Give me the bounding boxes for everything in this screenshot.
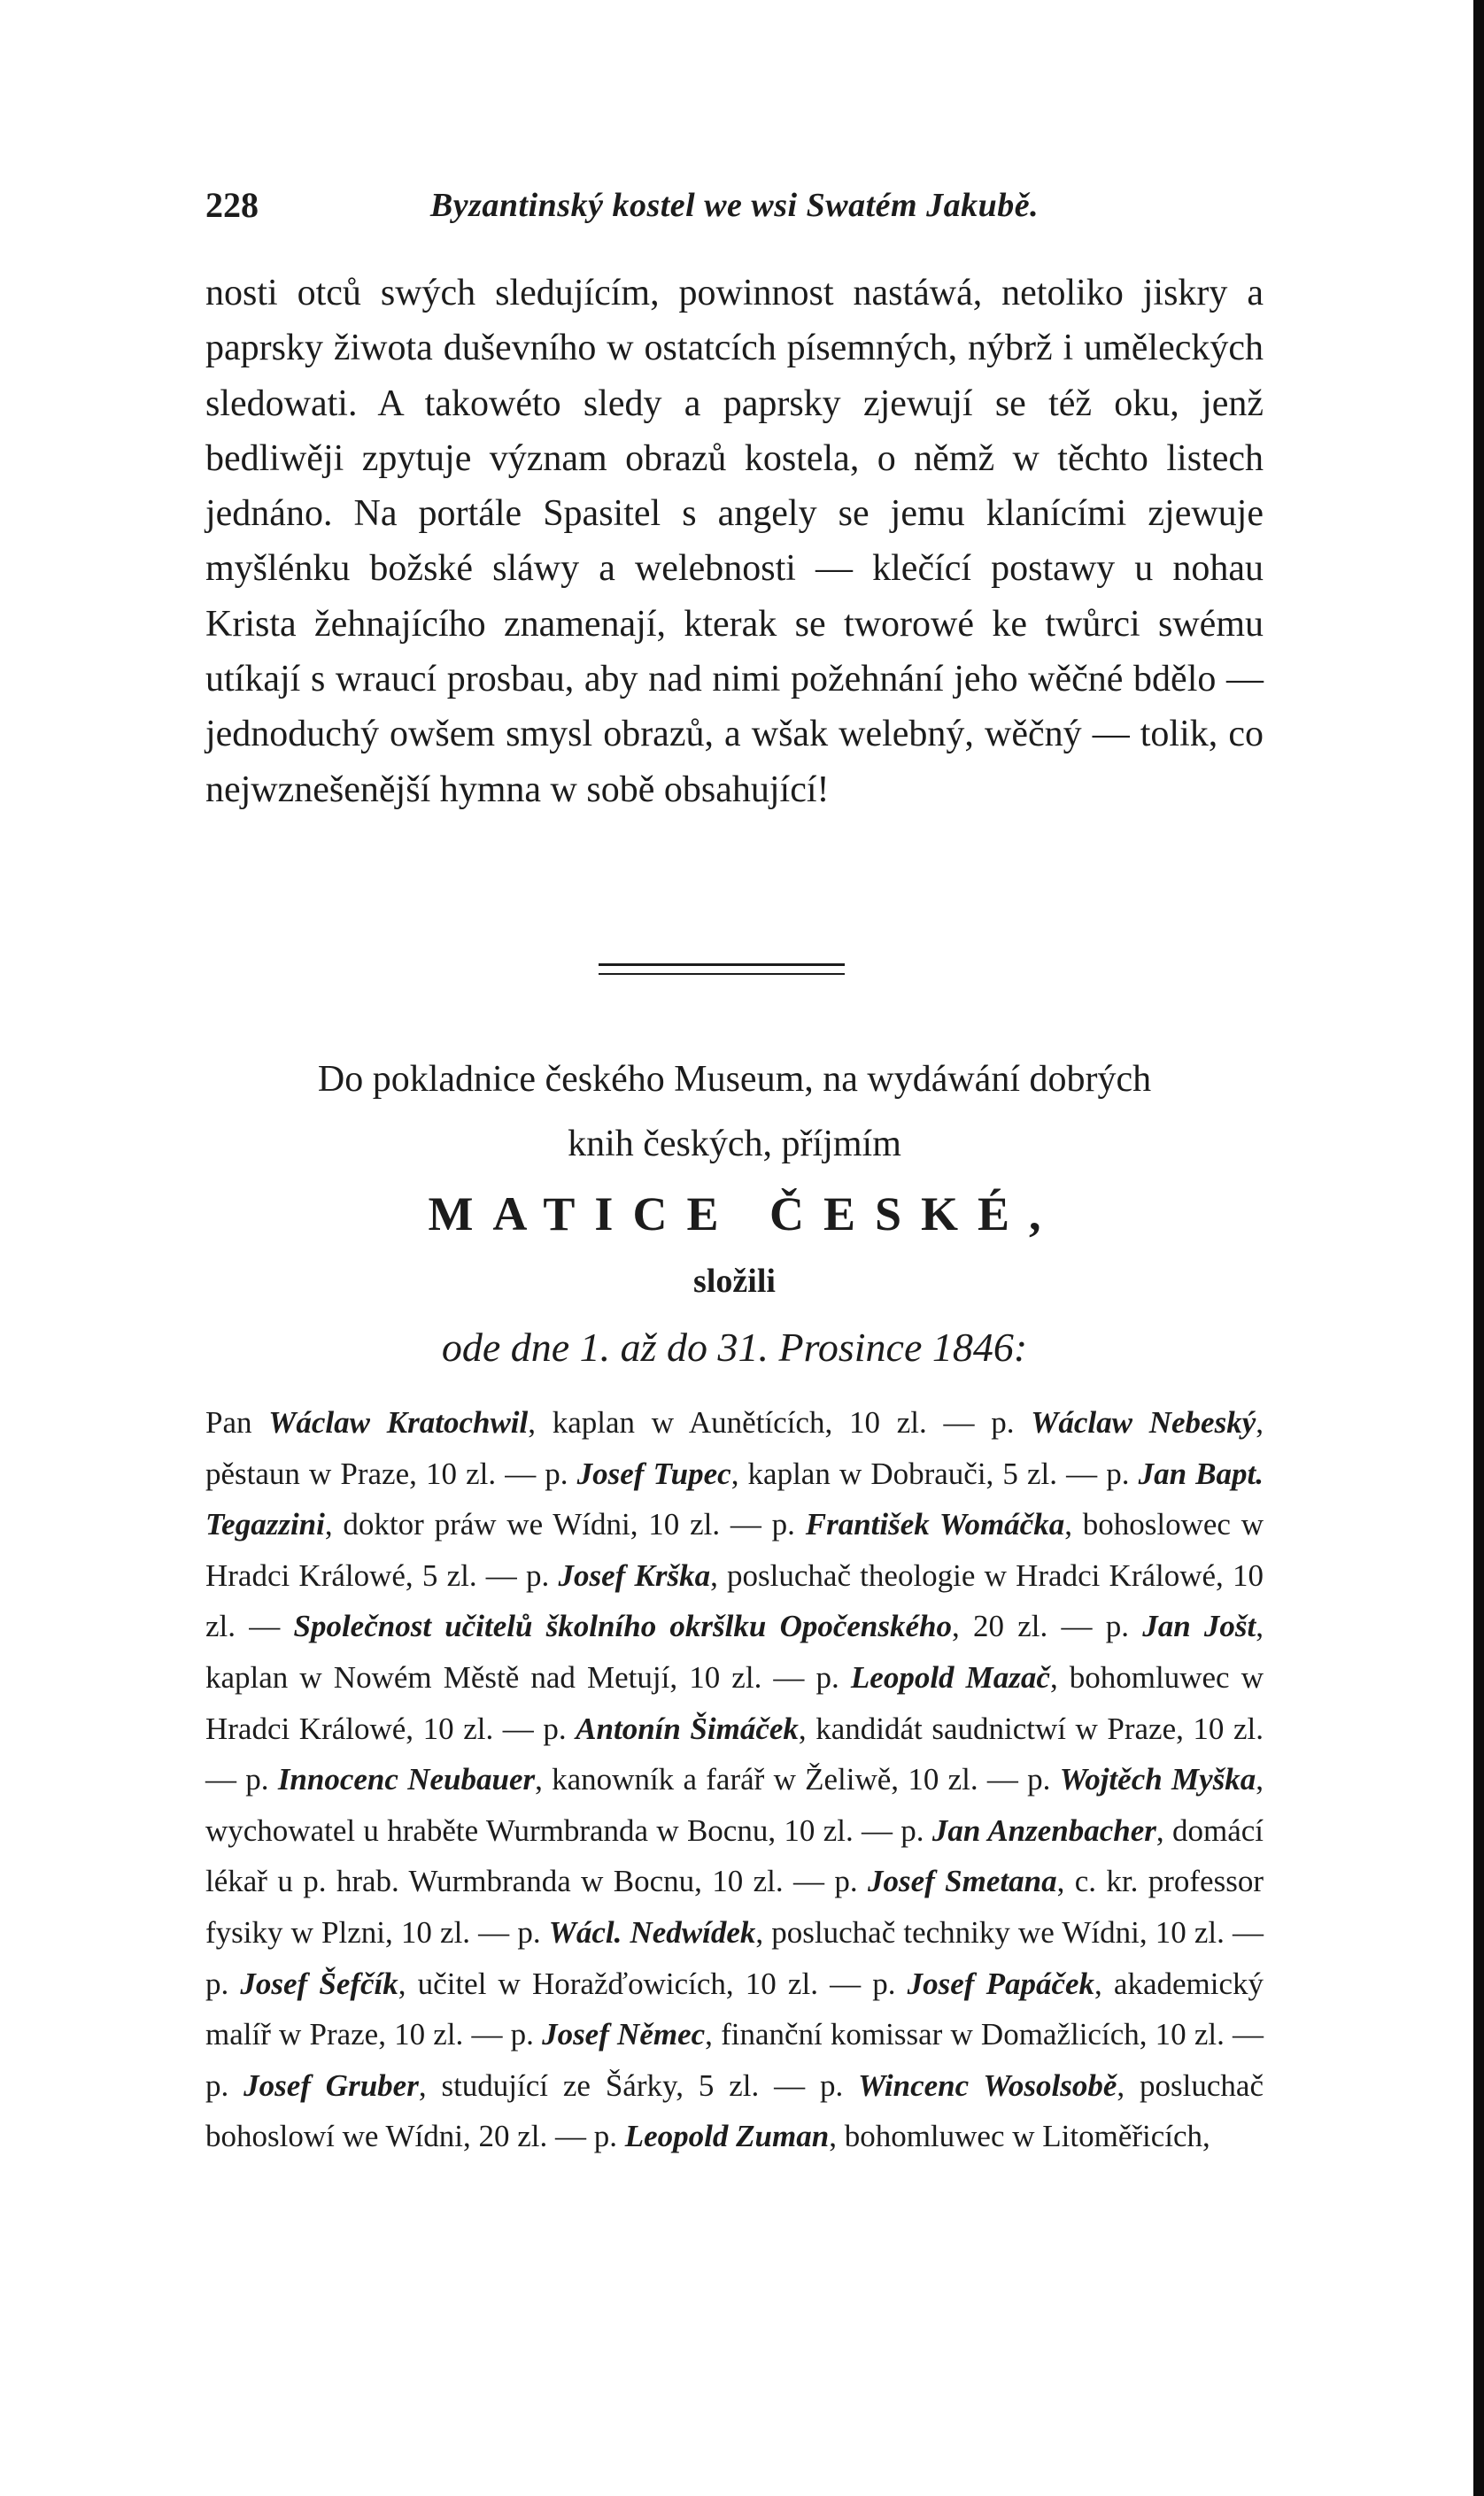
donor-name: Josef Tupec: [576, 1456, 731, 1491]
donation-prefix: Pan: [205, 1405, 269, 1440]
donor-name: Společnost učitelů školního okršlku Opočenského: [293, 1609, 953, 1644]
donation-detail: , doktor práw we Wídni, 10 zl. — p.: [324, 1507, 806, 1542]
donation-detail: , bohoslowec w Hradci Králowé, 5 zl. — p.: [205, 1507, 1264, 1593]
donation-list: [205, 1397, 1264, 2162]
donor-name: Josef Šefčík: [240, 1966, 398, 2001]
donation-detail: , učitel w Horažďowicích, 10 zl. — p.: [398, 1966, 908, 2001]
donor-name: Leopold Mazač: [850, 1659, 1050, 1695]
donation-detail: , posluchač bohoslowí we Wídni, 20 zl. — p.: [205, 2067, 1264, 2154]
donation-detail: , kanowník a farář w Želiwě, 10 zl. — p.: [535, 1762, 1060, 1797]
donor-name: Josef Smetana: [868, 1864, 1057, 1899]
donor-name: Leopold Zuman: [624, 2119, 830, 2154]
donor-name: Josef Gruber: [243, 2067, 419, 2103]
donation-detail: , akademický malíř w Praze, 10 zl. — p.: [205, 1966, 1264, 2052]
donation-detail: , 20 zl. — p.: [952, 1609, 1143, 1644]
donation-detail: , bohomluwec w Hradci Králowé, 10 zl. — p.: [205, 1659, 1264, 1746]
donation-detail: , wychowatel u hraběte Wurmbranda w Bocnu, 10 zl. — p.: [205, 1762, 1264, 1848]
donation-detail: , kaplan w Aunětících, 10 zl. — p.: [528, 1405, 1032, 1440]
donation-detail: , finanční komissar w Domažlicích, 10 zl. — p.: [205, 2017, 1264, 2103]
donation-detail: , kaplan w Dobrauči, 5 zl. — p.: [730, 1456, 1139, 1491]
donor-name: Josef Papáček: [907, 1966, 1095, 2001]
notice-line-4: složili: [693, 1263, 776, 1300]
donation-detail: , studující ze Šárky, 5 zl. — p.: [418, 2067, 859, 2103]
donation-detail: , domácí lékař u p. hrab. Wurmbranda w Bocnu, 10 zl. — p.: [205, 1812, 1264, 1899]
donor-name: Jan Anzenbacher: [931, 1812, 1156, 1848]
section-separator: [599, 963, 845, 975]
donor-name: Josef Němec: [542, 2017, 706, 2052]
donor-name: Antonín Šimáček: [576, 1711, 799, 1746]
donation-detail: , pěstaun w Praze, 10 zl. — p.: [205, 1405, 1264, 1491]
donation-detail: , kaplan w Nowém Městě nad Metují, 10 zl. — p.: [205, 1609, 1264, 1695]
notice-date-line: ode dne 1. až do 31. Prosince 1846:: [441, 1325, 1028, 1370]
donation-detail: , kandidát saudnictwí w Praze, 10 zl. — p.: [205, 1711, 1264, 1797]
notice-line-1: Do pokladnice českého Museum, na wydáwání dobrých: [317, 1059, 1152, 1100]
donor-name: Innocenc Neubauer: [277, 1762, 536, 1797]
donor-name: Wincenc Wosolsobě: [858, 2067, 1117, 2103]
donor-name: Wáclaw Kratochwil: [268, 1405, 529, 1440]
donor-name: Jan Jošt: [1142, 1609, 1256, 1644]
donation-detail: , bohomluwec w Litoměřicích,: [829, 2119, 1210, 2154]
page-header: [205, 184, 1264, 237]
donation-detail: , posluchač techniky we Wídni, 10 zl. — p.: [205, 1914, 1264, 2001]
page-number: 228: [205, 185, 259, 225]
donation-detail: , posluchač theologie w Hradci Králowé, 10 zl. —: [205, 1557, 1264, 1644]
donation-detail: , c. kr. professor fysiky w Plzni, 10 zl. — p.: [205, 1864, 1264, 1950]
scan-edge-band: [1473, 0, 1484, 2496]
donor-name: Wojtěch Myška: [1059, 1762, 1256, 1797]
donor-name: Wácl. Nedwídek: [548, 1914, 756, 1950]
donor-name: František Womáčka: [805, 1507, 1065, 1542]
notice-heading-matice: MATICE ČESKÉ,: [428, 1187, 1061, 1240]
donor-name: Jan Bapt. Tegazzini: [205, 1456, 1264, 1542]
donor-name: Wáclaw Nebeský: [1031, 1405, 1256, 1440]
notice-line-2: knih českých, příjmím: [568, 1124, 901, 1164]
running-title: Byzantinský kostel we wsi Swatém Jakubě.: [429, 187, 1040, 224]
body-paragraph: nosti otců swých sledujícím, powinnost nastáwá, netoliko jiskry a paprsky žiwota duševního w ostatcích písemných, nýbrž i uměleckých sledowati. A takowéto sledy a paprsky zjewují se též oku, jenž bedliwěji zpytuje význam obrazů kostela, o němž w těchto listech jednáno. Na portále Spasitel s angely se jemu klanícími zjewuje myšlénku božské sláwy a welebnosti — klečící postawy u nohau Krista žehnajícího znamenají, kterak se tworowé ke twůrci swému utíkají s wraucí prosbau, aby nad nimi požehnání jeho wěčné bdělo — jednoduchý owšem smysl obrazů, a wšak welebný, wěčný — tolik, co nejwznešenější hymna w sobě obsahující!: [205, 273, 1264, 810]
donor-name: Josef Krška: [558, 1557, 711, 1593]
